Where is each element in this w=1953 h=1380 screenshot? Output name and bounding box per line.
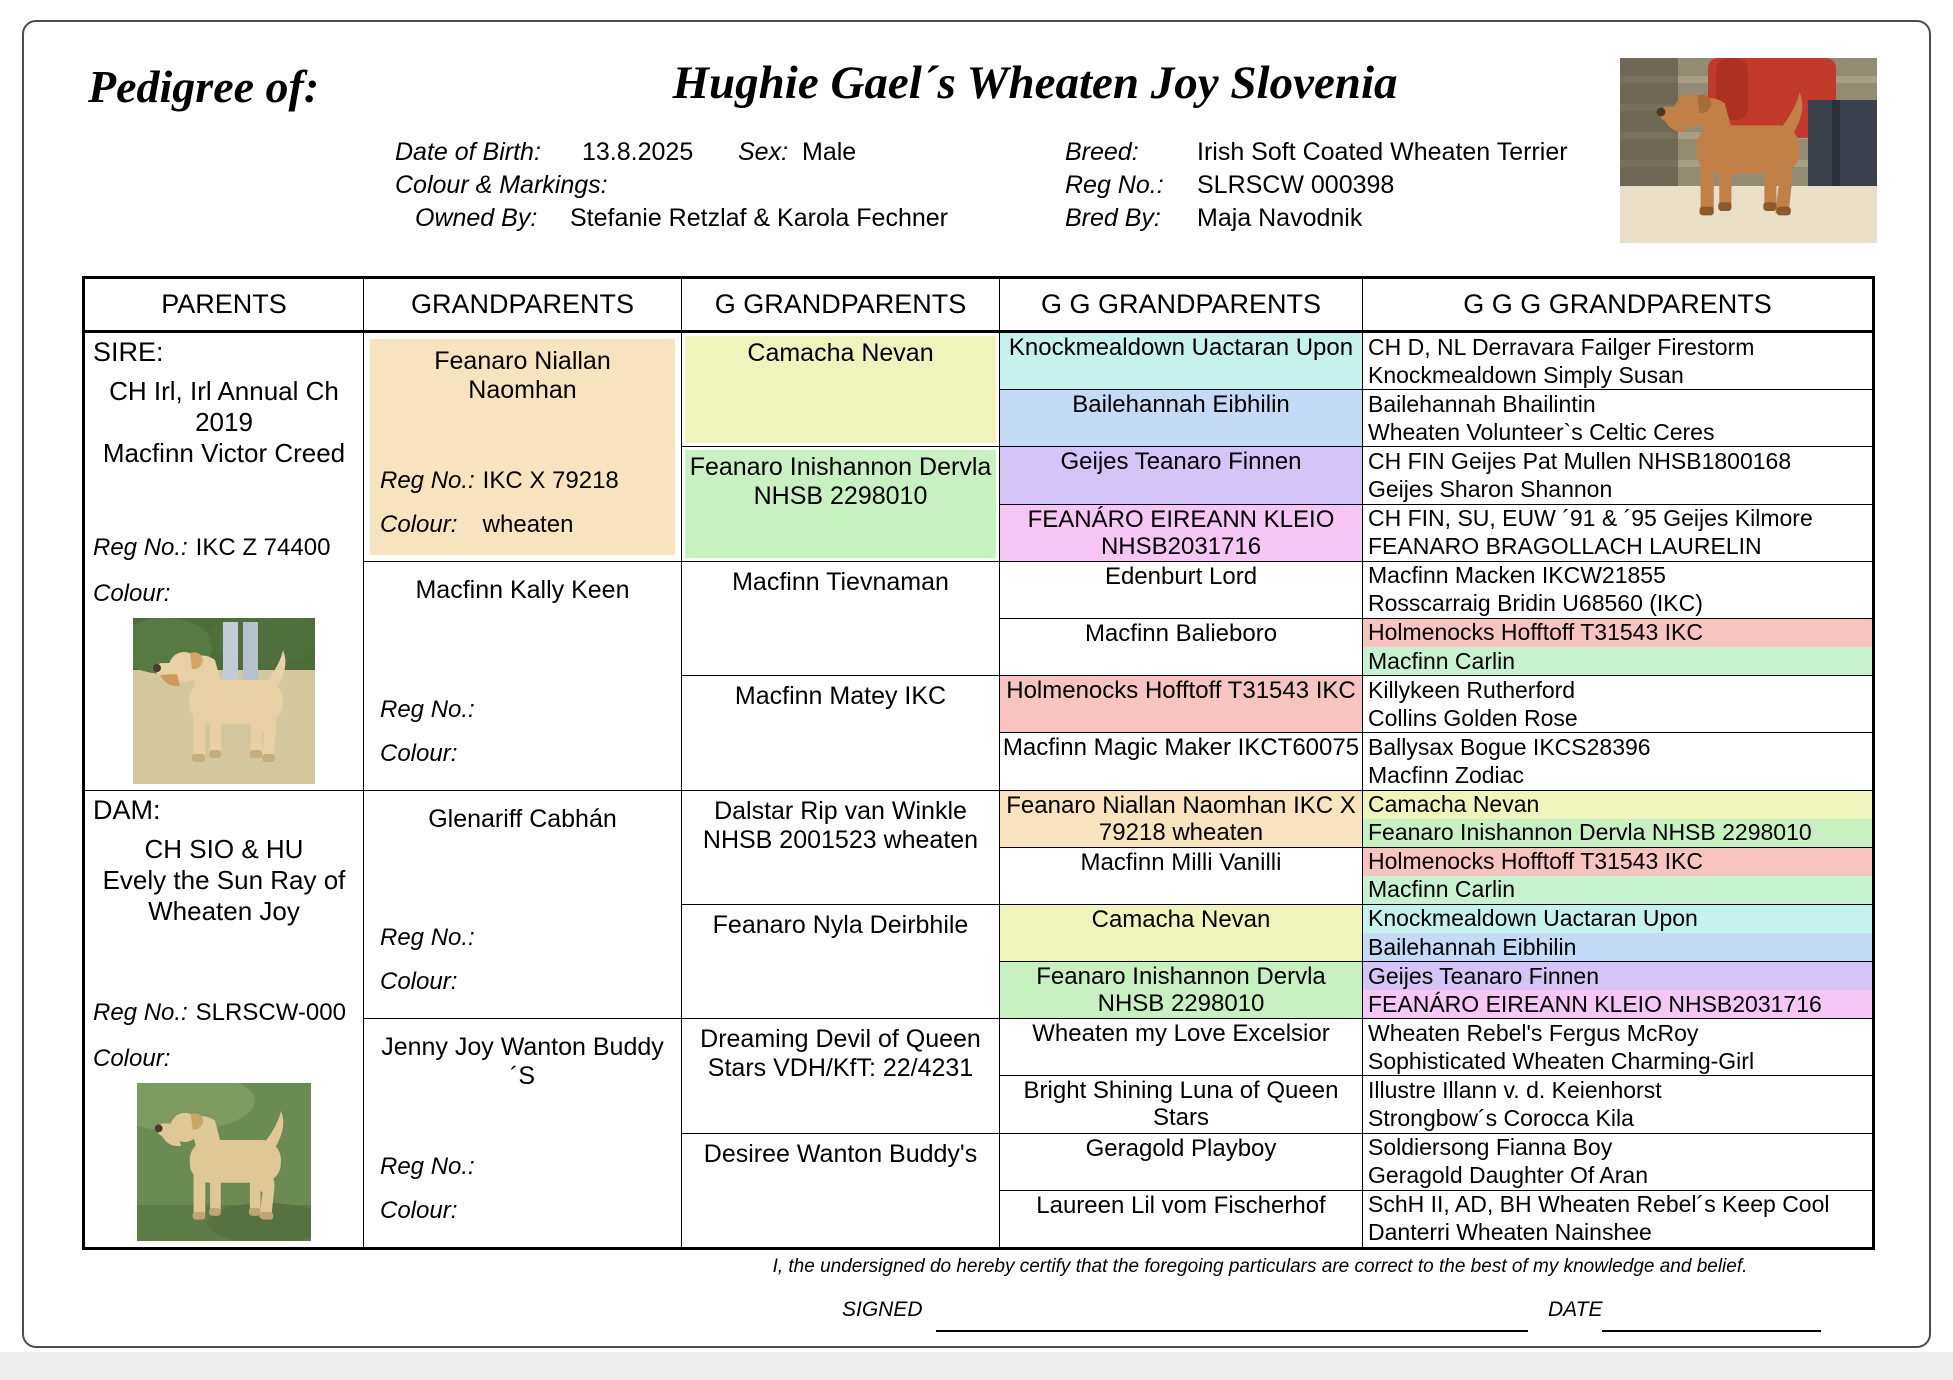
sire-titles: CH Irl, Irl Annual Ch 2019	[109, 376, 339, 437]
grandparent-reg-row	[380, 467, 665, 495]
ggg-grandparent-dam: Collins Golden Rose	[1368, 704, 1578, 731]
sire-role-label: SIRE:	[93, 337, 164, 367]
grandparent-colour-row	[380, 740, 665, 768]
signed-signature-line	[936, 1330, 1528, 1332]
colour-label: Colour:	[380, 1197, 458, 1224]
reg-label: Reg No.:	[380, 466, 475, 494]
ggg-grandparent-sire: Macfinn Macken IKCW21855	[1368, 562, 1666, 589]
dam-row	[85, 791, 1872, 1248]
page-title: Hughie Gael´s Wheaten Joy Slovenia	[672, 57, 1398, 109]
table-body	[85, 333, 1872, 1247]
ggg-grandparent-dam: Strongbow´s Corocca Kila	[1368, 1105, 1634, 1132]
ggg-grandparent-cell	[1363, 848, 1872, 905]
grandparent-name: Feanaro Niallan Naomhan	[434, 347, 611, 404]
grandparent-cell	[364, 333, 681, 562]
sire-reg-label: Reg No.:	[93, 533, 188, 561]
grandparent-colour-row	[380, 1197, 665, 1225]
g-grandparent-name: Dalstar Rip van Winkle NHSB 2001523 wheaten	[702, 796, 979, 854]
gg-grandparent-cell: Knockmealdown Uactaran Upon	[1000, 333, 1362, 390]
dam-name-block	[93, 834, 355, 927]
grandparent-reg-row	[380, 1153, 665, 1181]
gg-grandparent-cell: Bright Shining Luna of Queen Stars	[1000, 1076, 1362, 1133]
sex-label: Sex:	[738, 138, 789, 166]
sire-colour-row	[93, 580, 355, 608]
ggg-grandparent-dam: FEANÁRO EIREANN KLEIO NHSB2031716	[1363, 990, 1872, 1018]
gg-grandparent-cell: Bailehannah Eibhilin	[1000, 390, 1362, 447]
ggg-grandparent-cell	[1363, 562, 1872, 619]
ggg-grandparent-sire: CH FIN, SU, EUW ´91 & ´95 Geijes Kilmore	[1368, 505, 1813, 532]
sire-ggg-grandparents-column	[1363, 333, 1872, 790]
gg-grandparent-cell: Geijes Teanaro Finnen	[1000, 447, 1362, 504]
sire-reg-value: IKC Z 74400	[195, 533, 331, 561]
sire-g-grandparents-column	[682, 333, 1000, 790]
gg-grandparent-cell: FEANÁRO EIREANN KLEIO NHSB2031716	[1000, 505, 1362, 562]
ggg-grandparent-dam: Sophisticated Wheaten Charming-Girl	[1368, 1047, 1755, 1074]
dam-reg-value: SLRSCW-000	[195, 999, 346, 1026]
gg-grandparent-cell: Feanaro Inishannon Dervla NHSB 2298010	[1000, 962, 1362, 1019]
grandparent-cell	[364, 1019, 681, 1247]
ggg-grandparent-dam: Macfinn Carlin	[1363, 876, 1872, 904]
page-bottom-edge	[0, 1352, 1953, 1380]
owned-by-value: Stefanie Retzlaf & Karola Fechner	[570, 204, 948, 232]
gg-grandparent-cell: Wheaten my Love Excelsior	[1000, 1019, 1362, 1076]
ggg-grandparent-sire: Knockmealdown Uactaran Upon	[1363, 905, 1872, 933]
g-grandparent-cell	[682, 447, 999, 561]
reg-value: IKC X 79218	[482, 466, 619, 494]
column-header-grandparents: GRANDPARENTS	[364, 279, 682, 330]
g-grandparent-name: Macfinn Tievnaman	[732, 567, 949, 596]
colour-value: wheaten	[482, 510, 574, 538]
gg-grandparent-cell: Camacha Nevan	[1000, 905, 1362, 962]
ggg-grandparent-dam: Knockmealdown Simply Susan	[1368, 361, 1684, 388]
ggg-grandparent-dam: Geijes Sharon Shannon	[1368, 476, 1613, 503]
sire-grandparents-column	[364, 333, 682, 790]
ggg-grandparent-cell	[1363, 390, 1872, 447]
dam-ggg-grandparents-column	[1363, 791, 1872, 1248]
gg-grandparent-cell: Laureen Lil vom Fischerhof	[1036, 1191, 1326, 1219]
grandparent-box	[370, 797, 675, 1013]
dam-reg-row	[93, 999, 355, 1027]
g-grandparent-cell	[682, 791, 999, 905]
sire-parent-column	[85, 333, 364, 790]
dam-parent-cell	[85, 791, 363, 1248]
owned-by-label: Owned By:	[415, 204, 538, 232]
column-header-parents: PARENTS	[85, 279, 364, 330]
colour-label: Colour:	[380, 739, 458, 767]
ggg-grandparent-sire: Bailehannah Bhailintin	[1368, 390, 1596, 417]
grandparent-cell	[364, 562, 681, 790]
gg-grandparent-cell: Edenburt Lord	[1000, 562, 1362, 619]
grandparent-reg-row	[380, 924, 665, 952]
date-of-birth-label: Date of Birth:	[395, 138, 541, 166]
dam-grandparents-column	[364, 791, 682, 1248]
ggg-grandparent-sire: CH FIN Geijes Pat Mullen NHSB1800168	[1368, 447, 1792, 474]
ggg-grandparent-cell	[1363, 1019, 1872, 1076]
bred-by-label: Bred By:	[1065, 204, 1161, 232]
ggg-grandparent-sire: Illustre Illann v. d. Keienhorst	[1368, 1076, 1662, 1103]
g-grandparent-name: Feanaro Inishannon Dervla NHSB 2298010	[685, 450, 996, 557]
ggg-grandparent-dam: Wheaten Volunteer`s Celtic Ceres	[1368, 418, 1715, 445]
dam-colour-row	[93, 1045, 355, 1073]
sex-value: Male	[802, 138, 857, 166]
ggg-grandparent-dam: Geragold Daughter Of Aran	[1368, 1162, 1648, 1189]
dam-reg-label: Reg No.:	[93, 999, 188, 1026]
reg-label: Reg No.:	[380, 695, 475, 723]
colour-label: Colour:	[380, 968, 458, 996]
dam-g-grandparents-column	[682, 791, 1000, 1248]
ggg-grandparent-cell	[1363, 333, 1872, 390]
grandparent-colour-row	[380, 968, 665, 996]
ggg-grandparent-sire: Killykeen Rutherford	[1368, 676, 1576, 703]
ggg-grandparent-cell	[1363, 1134, 1872, 1191]
ggg-grandparent-cell	[1363, 1191, 1872, 1247]
grandparent-box	[370, 1025, 675, 1241]
reg-label: Reg No.:	[380, 924, 475, 952]
ggg-grandparent-cell	[1363, 505, 1872, 562]
sire-parent-cell	[85, 333, 363, 790]
reg-no-value: SLRSCW 000398	[1197, 171, 1395, 199]
dam-name: Evely the Sun Ray of Wheaten Joy	[102, 864, 346, 926]
g-grandparent-name: Feanaro Nyla Deirbhile	[712, 910, 969, 939]
g-grandparent-name: Desiree Wanton Buddy's	[703, 1139, 978, 1168]
sire-gg-grandparents-column	[1000, 333, 1363, 790]
ggg-grandparent-cell	[1363, 962, 1872, 1019]
sire-name: Macfinn Victor Creed	[102, 438, 346, 468]
date-of-birth-value: 13.8.2025	[582, 138, 694, 166]
ggg-grandparent-sire: SchH II, AD, BH Wheaten Rebel´s Keep Cool	[1368, 1191, 1830, 1218]
ggg-grandparent-cell	[1363, 1076, 1872, 1133]
sire-name-block	[93, 376, 355, 469]
ggg-grandparent-sire: Soldiersong Fianna Boy	[1368, 1134, 1613, 1161]
date-signature-line	[1602, 1330, 1821, 1332]
certification-statement: I, the undersigned do hereby certify that the foregoing particulars are correct to the best of my knowledge and belief.	[772, 1256, 1748, 1277]
ggg-grandparent-cell	[1363, 676, 1872, 733]
dam-dog-photo	[137, 1083, 311, 1241]
g-grandparent-cell	[682, 905, 999, 1019]
grandparent-name: Macfinn Kally Keen	[415, 575, 630, 604]
grandparent-colour-row	[380, 511, 665, 539]
ggg-grandparent-dam: Danterri Wheaten Nainshee	[1368, 1219, 1652, 1246]
gg-grandparent-cell: Macfinn Magic Maker IKCT60075	[1002, 734, 1360, 762]
g-grandparent-cell	[682, 333, 999, 447]
breed-value: Irish Soft Coated Wheaten Terrier	[1197, 138, 1568, 166]
colour-markings-label: Colour & Markings:	[395, 171, 608, 199]
gg-grandparent-cell: Holmenocks Hofftoff T31543 IKC	[1000, 676, 1362, 733]
grandparent-cell	[364, 791, 681, 1020]
ggg-grandparent-dam: Feanaro Inishannon Dervla NHSB 2298010	[1363, 819, 1872, 847]
table-header-row	[85, 279, 1872, 333]
ggg-grandparent-sire: Wheaten Rebel's Fergus McRoy	[1368, 1019, 1699, 1046]
gg-grandparent-cell: Feanaro Niallan Naomhan IKC X 79218 wheaten	[1000, 791, 1362, 848]
ggg-grandparent-dam: Macfinn Carlin	[1363, 647, 1872, 675]
reg-no-label: Reg No.:	[1065, 171, 1164, 199]
ggg-grandparent-sire: Holmenocks Hofftoff T31543 IKC	[1363, 848, 1872, 876]
dam-gg-grandparents-column	[1000, 791, 1363, 1248]
g-grandparent-cell	[682, 1019, 999, 1133]
g-grandparent-cell	[682, 676, 999, 789]
pedigree-table	[82, 276, 1875, 1250]
sire-reg-row	[93, 534, 355, 562]
ggg-grandparent-dam: Bailehannah Eibhilin	[1363, 933, 1872, 961]
column-header-gg-grandparents: G G GRANDPARENTS	[1000, 279, 1363, 330]
dam-titles: CH SIO & HU	[144, 833, 304, 864]
column-header-g-grandparents: G GRANDPARENTS	[682, 279, 1000, 330]
ggg-grandparent-sire: CH D, NL Derravara Failger Firestorm	[1368, 333, 1755, 360]
ggg-grandparent-cell	[1363, 905, 1872, 962]
ggg-grandparent-sire: Geijes Teanaro Finnen	[1363, 962, 1872, 990]
gg-grandparent-cell: Macfinn Milli Vanilli	[1000, 848, 1362, 905]
ggg-grandparent-sire: Holmenocks Hofftoff T31543 IKC	[1363, 619, 1872, 647]
g-grandparent-cell	[682, 1134, 999, 1247]
sire-dog-photo	[133, 618, 315, 784]
dam-parent-column	[85, 791, 364, 1248]
grandparent-name: Jenny Joy Wanton Buddy´S	[381, 1033, 664, 1091]
grandparent-box	[370, 339, 675, 555]
grandparent-name: Glenariff Cabhán	[428, 804, 617, 833]
bred-by-value: Maja Navodnik	[1197, 204, 1363, 232]
ggg-grandparent-cell	[1363, 619, 1872, 676]
g-grandparent-name: Macfinn Matey IKC	[734, 682, 947, 711]
ggg-grandparent-dam: Macfinn Zodiac	[1368, 761, 1524, 788]
grandparent-reg-row	[380, 696, 665, 724]
column-header-ggg-grandparents: G G G GRANDPARENTS	[1463, 289, 1772, 319]
ggg-grandparent-dam: FEANARO BRAGOLLACH LAURELIN	[1368, 533, 1762, 560]
g-grandparent-name: Camacha Nevan	[685, 336, 996, 443]
ggg-grandparent-cell	[1363, 791, 1872, 848]
pedigree-of-heading: Pedigree of:	[88, 61, 320, 112]
ggg-grandparent-dam: Rosscarraig Bridin U68560 (IKC)	[1368, 590, 1703, 617]
sire-row	[85, 333, 1872, 791]
gg-grandparent-cell: Macfinn Balieboro	[1000, 619, 1362, 676]
ggg-grandparent-cell	[1363, 733, 1872, 789]
reg-label: Reg No.:	[380, 1153, 475, 1180]
breed-label: Breed:	[1065, 138, 1139, 166]
ggg-grandparent-sire: Ballysax Bogue IKCS28396	[1368, 733, 1651, 760]
sire-colour-label: Colour:	[93, 579, 171, 607]
dam-role-label: DAM:	[93, 794, 161, 825]
signed-label: SIGNED	[842, 1298, 923, 1321]
date-label: DATE	[1548, 1298, 1603, 1321]
ggg-grandparent-sire: Camacha Nevan	[1363, 791, 1872, 819]
hero-dog-photo	[1620, 58, 1877, 243]
dam-colour-label: Colour:	[93, 1045, 171, 1072]
g-grandparent-name: Dreaming Devil of Queen Stars VDH/KfT: 22/4231	[700, 1025, 981, 1083]
gg-grandparent-cell: Geragold Playboy	[1000, 1134, 1362, 1191]
g-grandparent-cell	[682, 562, 999, 676]
colour-label: Colour:	[380, 510, 458, 538]
grandparent-box	[370, 568, 675, 784]
ggg-grandparent-cell	[1363, 447, 1872, 504]
